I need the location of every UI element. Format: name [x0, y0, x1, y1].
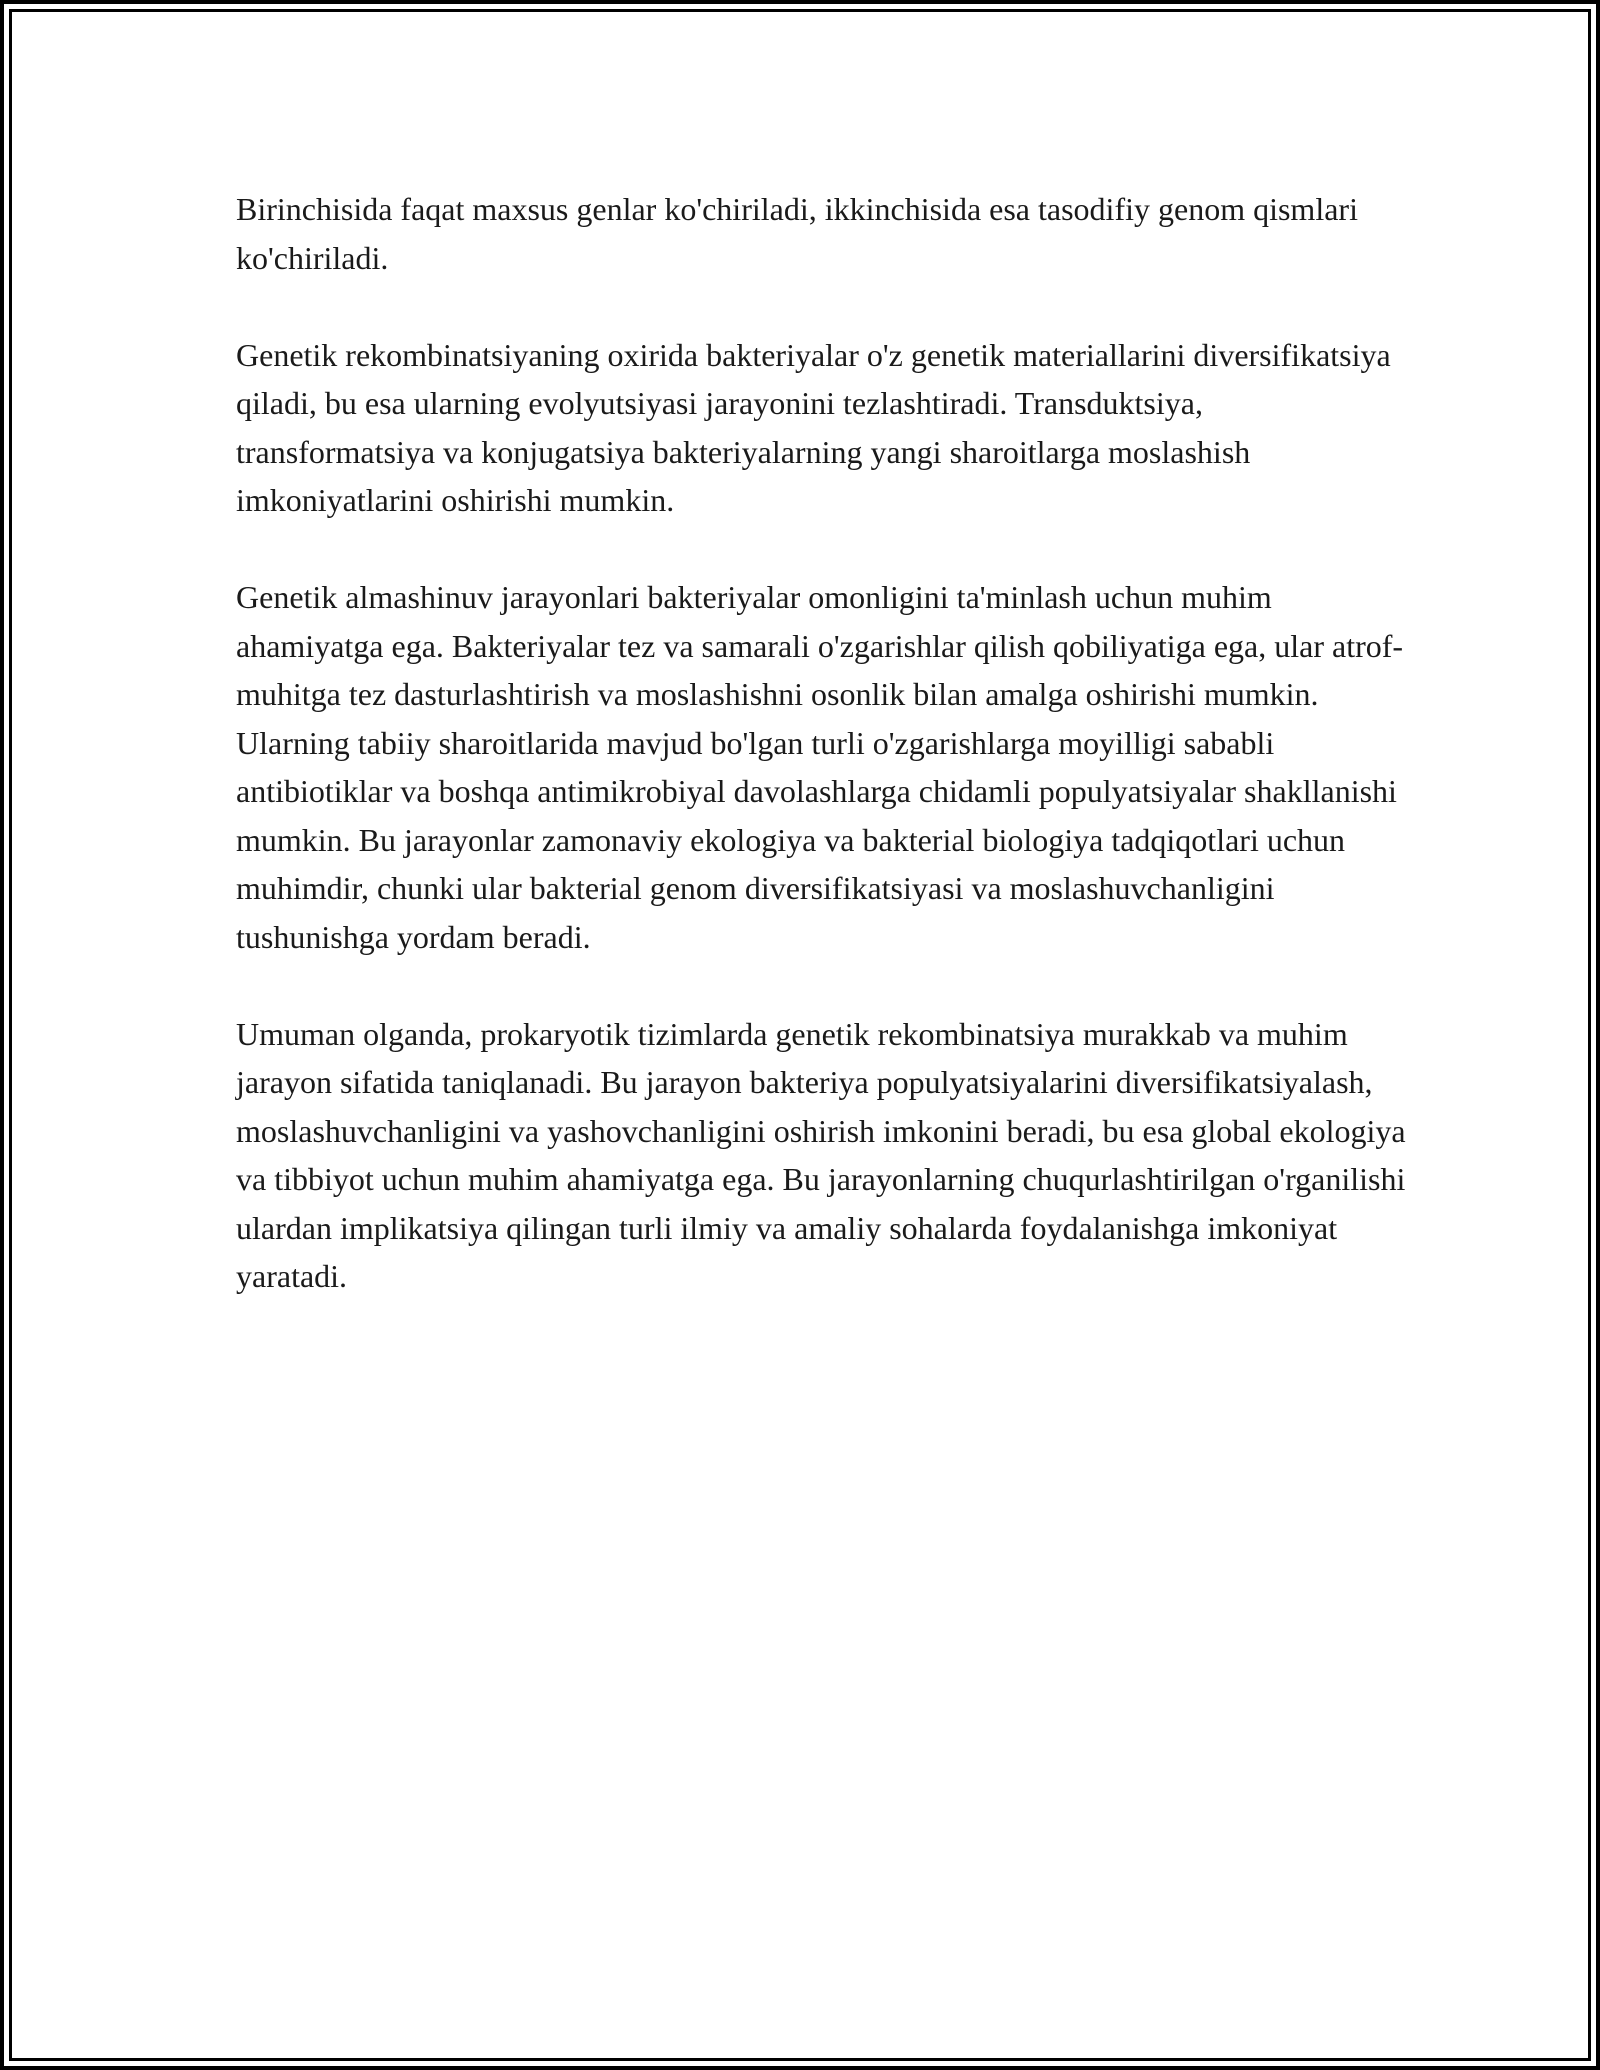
paragraph: Genetik almashinuv jarayonlari bakteriyalar omonligini ta'minlash uchun muhim ahamiyatga ega. Bakteriyalar tez va samarali o'zgarishlar qilish qobiliyatiga ega, ular atrof-muhitga tez dasturlashtirish va moslashishni osonlik bilan amalga oshirishi mumkin. Ularning tabiiy sharoitlarida mavjud bo'lgan turli o'zgarishlarga moyilligi sababli antibiotiklar va boshqa antimikrobiyal davolashlarga chidamli populyatsiyalar shakllanishi mumkin. Bu jarayonlar zamonaviy ekologiya va bakterial biologiya tadqiqotlari uchun muhimdir, chunki ular bakterial genom diversifikatsiyasi va moslashuvchanligini tushunishga yordam beradi. — [236, 579, 1404, 955]
document-body — [236, 185, 1406, 1349]
paragraph: Umuman olganda, prokaryotik tizimlarda genetik rekombinatsiya murakkab va muhim jarayon sifatida taniqlanadi. Bu jarayon bakteriya populyatsiyalarini diversifikatsiyalash, moslashuvchanligini va yashovchanligini oshirish imkonini beradi, bu esa global ekologiya va tibbiyot uchun muhim ahamiyatga ega. Bu jarayonlarning chuqurlashtirilgan o'rganilishi ulardan implikatsiya qilingan turli ilmiy va amaliy sohalarda foydalanishga imkoniyat yaratadi. — [236, 1015, 1406, 1294]
paragraph: Birinchisida faqat maxsus genlar ko'chiriladi, ikkinchisida esa tasodifiy genom qismlari ko'chiriladi. — [236, 191, 1358, 276]
paragraph: Genetik rekombinatsiyaning oxirida bakteriyalar o'z genetik materiallarini diversifikatsiya qiladi, bu esa ularning evolyutsiyasi jarayonini tezlashtiradi. Transduktsiya, transformatsiya va konjugatsiya bakteriyalarning yangi sharoitlarga moslashish imkoniyatlarini oshirishi mumkin. — [236, 336, 1391, 518]
